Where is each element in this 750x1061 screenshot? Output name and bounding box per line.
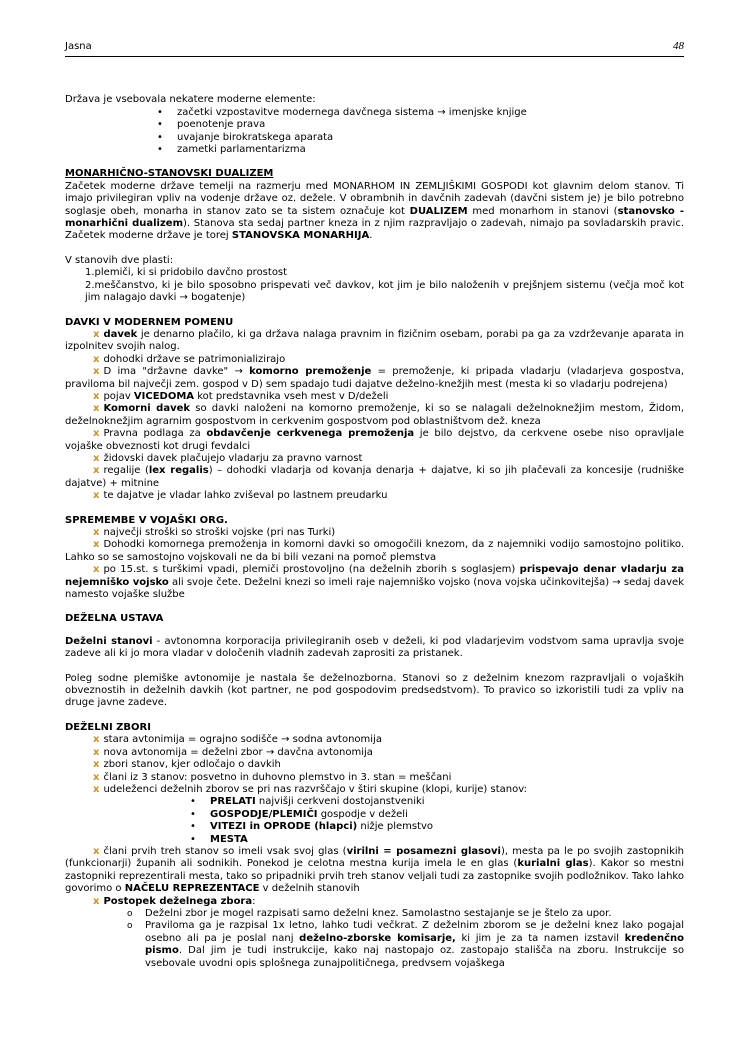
x-bullet-icon: x xyxy=(93,366,100,378)
x-bullet-icon: x xyxy=(93,759,100,771)
bullet-list xyxy=(65,107,684,157)
number-marker: 2. xyxy=(85,279,95,291)
x-list-item: x dohodki države se patrimonializirajo xyxy=(93,353,286,365)
dot-bullet-icon: • xyxy=(190,821,196,833)
x-bullet-icon: x xyxy=(93,845,100,857)
header-author: Jasna xyxy=(65,41,92,52)
bullet-list-item: • uvajanje birokratskega aparata xyxy=(157,131,334,143)
paragraph: Poleg sodne plemiške avtonomije je nastala še deželnozborna. Stanovi so z deželnim knezom razpravljali o vojaških obveznostih in deželnih davkih (kot partner, ne pod gospodovim predsedstvom). To pravico so izkoristili tudi za vpliv na druge javne zadeve. xyxy=(65,672,684,709)
x-list-item: x Dohodki komornega premoženja in komorni davki so omogočili knezom, da z najemniki vodijo samostojno politiko. Lahko so se samostojno vojskovali ne da bi bili vezani na pomoč plemstva xyxy=(65,539,684,563)
x-bullet-icon: x xyxy=(93,328,100,340)
x-list-item: x te dajatve je vladar lahko zviševal po lastnem preudarku xyxy=(93,490,388,502)
x-list-item: x regalije (lex regalis) – dohodki vladarja od kovanja denarja + dajatve, ki so jih plačevali za koncesije (rudniške dajatve) + mitnine xyxy=(65,465,684,489)
header-page-number: 48 xyxy=(673,40,684,52)
x-list-item: x nova avtonomija = deželni zbor → davčna avtonomija xyxy=(93,746,373,758)
x-list-item: x Pravna podlaga za obdavčenje cerkvenega premoženja je bilo dejstvo, da cerkvene osebe niso opravljale vojaške obveznosti kot drugi fevdalci xyxy=(65,428,684,452)
numbered-list-item: 2.meščanstvo, ki je bilo sposobno prispevati več davkov, kot jim je bilo naloženih v prejšnjem sistemu (večja moč kot jim nalagajo davki → bogatenje) xyxy=(85,279,684,304)
x-list-item: x davek je denarno plačilo, ki ga država nalaga pravnim in fizičnim osebam, porabi pa ga za vzdrževanje aparata in izpolnitev svojih nalog. xyxy=(65,328,684,353)
x-list-item: x stara avtonimija = ograjno sodišče → sodna avtonomija xyxy=(93,734,382,746)
x-list-item: x Komorni davek so davki naloženi na komorno premoženje, ki so se nalagali deželnoknežjim mestom, Židom, deželnoknežjim agrarnim gospostvom in cerkvenim gospostvom pod oblastništvom dež. kneza xyxy=(65,403,684,427)
x-bullet-icon: x xyxy=(93,895,100,907)
numbered-list-item: 1.plemiči, ki si pridobilo davčno prostost xyxy=(85,267,288,279)
o-sub-list xyxy=(65,908,684,970)
x-bullet-icon: x xyxy=(93,539,100,551)
bullet-list-item: • zametki parlamentarizma xyxy=(157,144,306,156)
x-list-item: x udeleženci deželnih zborov se pri nas razvrščajo v štiri skupine (klopi, kurije) stanov: xyxy=(93,783,527,795)
dot-bullet-icon: • xyxy=(190,808,196,820)
x-bullet-icon: x xyxy=(93,564,100,576)
page-header xyxy=(65,40,684,57)
x-bullet-icon: x xyxy=(93,403,100,415)
section-heading-underlined: MONARHIČNO-STANOVSKI DUALIZEM xyxy=(65,168,274,180)
x-bullet-list xyxy=(65,329,684,503)
bullet-list-item: • začetki vzpostavitve modernega davčnega sistema → imenjske knjige xyxy=(157,106,527,118)
x-list-item: x zbori stanov, kjer odločajo o davkih xyxy=(93,759,281,771)
section-heading: DEŽELNI ZBORI xyxy=(65,721,151,733)
document-content xyxy=(65,94,684,970)
dot-bullet-icon: • xyxy=(157,131,163,143)
section-heading: DEŽELNA USTAVA xyxy=(65,613,164,625)
x-bullet-icon: x xyxy=(93,465,100,477)
sub-bullet-item: • MESTA xyxy=(190,833,248,845)
x-list-item: x pojav VICEDOMA kot predstavnika vseh mest v D/deželi xyxy=(93,390,389,402)
o-bullet-icon: o xyxy=(127,908,133,919)
x-bullet-icon: x xyxy=(93,746,100,758)
paragraph: Država je vsebovala nekatere moderne elemente: xyxy=(65,94,316,106)
x-list-item: x Postopek deželnega zbora: xyxy=(93,895,256,907)
sub-bullet-item: • VITEZI in OPRODE (hlapci) nižje plemstvo xyxy=(190,821,434,833)
x-bullet-list xyxy=(65,527,684,601)
numbered-list xyxy=(65,267,684,304)
x-bullet-list xyxy=(65,734,684,970)
x-bullet-icon: x xyxy=(93,452,100,464)
x-list-item: x D ima "državne davke" → komorno premoženje = premoženje, ki pripada vladarju (vladarjeva gospostva, praviloma bil največji zem. gospod v D) sem spadajo tudi dajatve deželno-knežjih mest (mesta ki so vladarju podrejena) xyxy=(65,366,684,390)
number-marker: 1. xyxy=(85,267,95,279)
x-bullet-icon: x xyxy=(93,527,100,538)
dot-bullet-icon: • xyxy=(190,796,196,808)
x-list-item: x židovski davek plačujejo vladarju za pravno varnost xyxy=(93,452,363,464)
sub-bullet-item: • PRELATI najvišji cerkveni dostojanstveniki xyxy=(190,796,425,808)
o-sub-item: o Praviloma ga je razpisal 1x letno, lahko tudi večkrat. Z deželnim zborom se je deželni knez lako pogajal osebno ali pa je poslal nanj deželno-zborske komisarje, ki jim je za ta namen izstavil kredenčno pismo. Dal jim je tudi instrukcije, kako naj nastopajo oz. zastopajo stališča na zboru. Instrukcije so vsebovale uvodni opis splošnega zunajpolitičnega, predvsem vojaškega xyxy=(127,920,684,969)
x-bullet-icon: x xyxy=(93,490,100,502)
x-list-item: x po 15.st. s turškimi vpadi, plemiči prostovoljno (na deželnih zborih s soglasjem) prispevajo denar vladarju za nejemniško vojsko ali svoje čete. Deželni knezi so imeli raje najemniško vojsko (nova vojska učinkovitejša) → sedaj davek namesto vojaške službe xyxy=(65,564,684,601)
sub-bullet-list xyxy=(65,796,684,846)
dot-bullet-icon: • xyxy=(190,833,196,845)
x-list-item: x največji stroški so stroški vojske (pri nas Turki) xyxy=(93,527,336,538)
paragraph: Začetek moderne države temelji na razmerju med MONARHOM IN ZEMLJIŠKIMI GOSPODI kot glavnim delom stanov. Ti imajo privilegiran vpliv na vodenje države oz. dežele. V obrambnih in davčnih zadevah (davčni sistem je) je bilo potrebno soglasje obeh, monarha in stanov zato se ta sistem označuje kot DUALIZEM med monarhom in stanovi (stanovsko - monarhični dualizem). Stanova sta sedaj partner kneza in z njim razpravljajo o zadevah, nimajo pa sovladarskih pravic. Začetek moderne države je torej STANOVSKA MONARHIJA. xyxy=(65,180,685,242)
x-bullet-icon: x xyxy=(93,353,100,365)
bullet-list-item: • poenotenje prava xyxy=(157,119,266,131)
paragraph: Deželni stanovi - avtonomna korporacija privilegiranih oseb v deželi, ki pod vladarjevim vodstvom sama upravlja svoje zadeve ali ki jo mora vladar v določenih vladnih zadevah zaprositi za pristanek. xyxy=(65,635,684,660)
x-bullet-icon: x xyxy=(93,428,100,440)
section-heading: SPREMEMBE V VOJAŠKI ORG. xyxy=(65,514,228,526)
dot-bullet-icon: • xyxy=(157,106,163,118)
paragraph: V stanovih dve plasti: xyxy=(65,254,174,266)
o-bullet-icon: o xyxy=(127,921,133,932)
x-bullet-icon: x xyxy=(93,783,100,795)
o-sub-item: o Deželni zbor je mogel razpisati samo deželni knez. Samolastno sestajanje se je štelo za upor. xyxy=(127,907,612,919)
x-bullet-icon: x xyxy=(93,771,100,783)
section-heading: DAVKI V MODERNEM POMENU xyxy=(65,316,234,328)
x-list-item: x člani iz 3 stanov: posvetno in duhovno plemstvo in 3. stan = meščani xyxy=(93,771,452,783)
x-list-item: x člani prvih treh stanov so imeli vsak svoj glas (virilni = posamezni glasovi), mesta pa le po svojih zastopnikih (funkcionarji) županih ali sodnikih. Ponekod je celotna mestna kurija imela le en glas (kurialni glas). Kakor so mestni zastopniki reprezentirali mesta, tako so pripadniki prvih treh stanov veljali tudi za zastopnike svojih podložnikov. Tako lahko govorimo o NAČELU REPREZENTACE v deželnih stanovih xyxy=(65,845,684,895)
x-bullet-icon: x xyxy=(93,734,100,746)
x-bullet-icon: x xyxy=(93,390,100,402)
sub-bullet-item: • GOSPODJE/PLEMIČI gospodje v deželi xyxy=(190,808,408,820)
dot-bullet-icon: • xyxy=(157,144,163,156)
dot-bullet-icon: • xyxy=(157,119,163,131)
